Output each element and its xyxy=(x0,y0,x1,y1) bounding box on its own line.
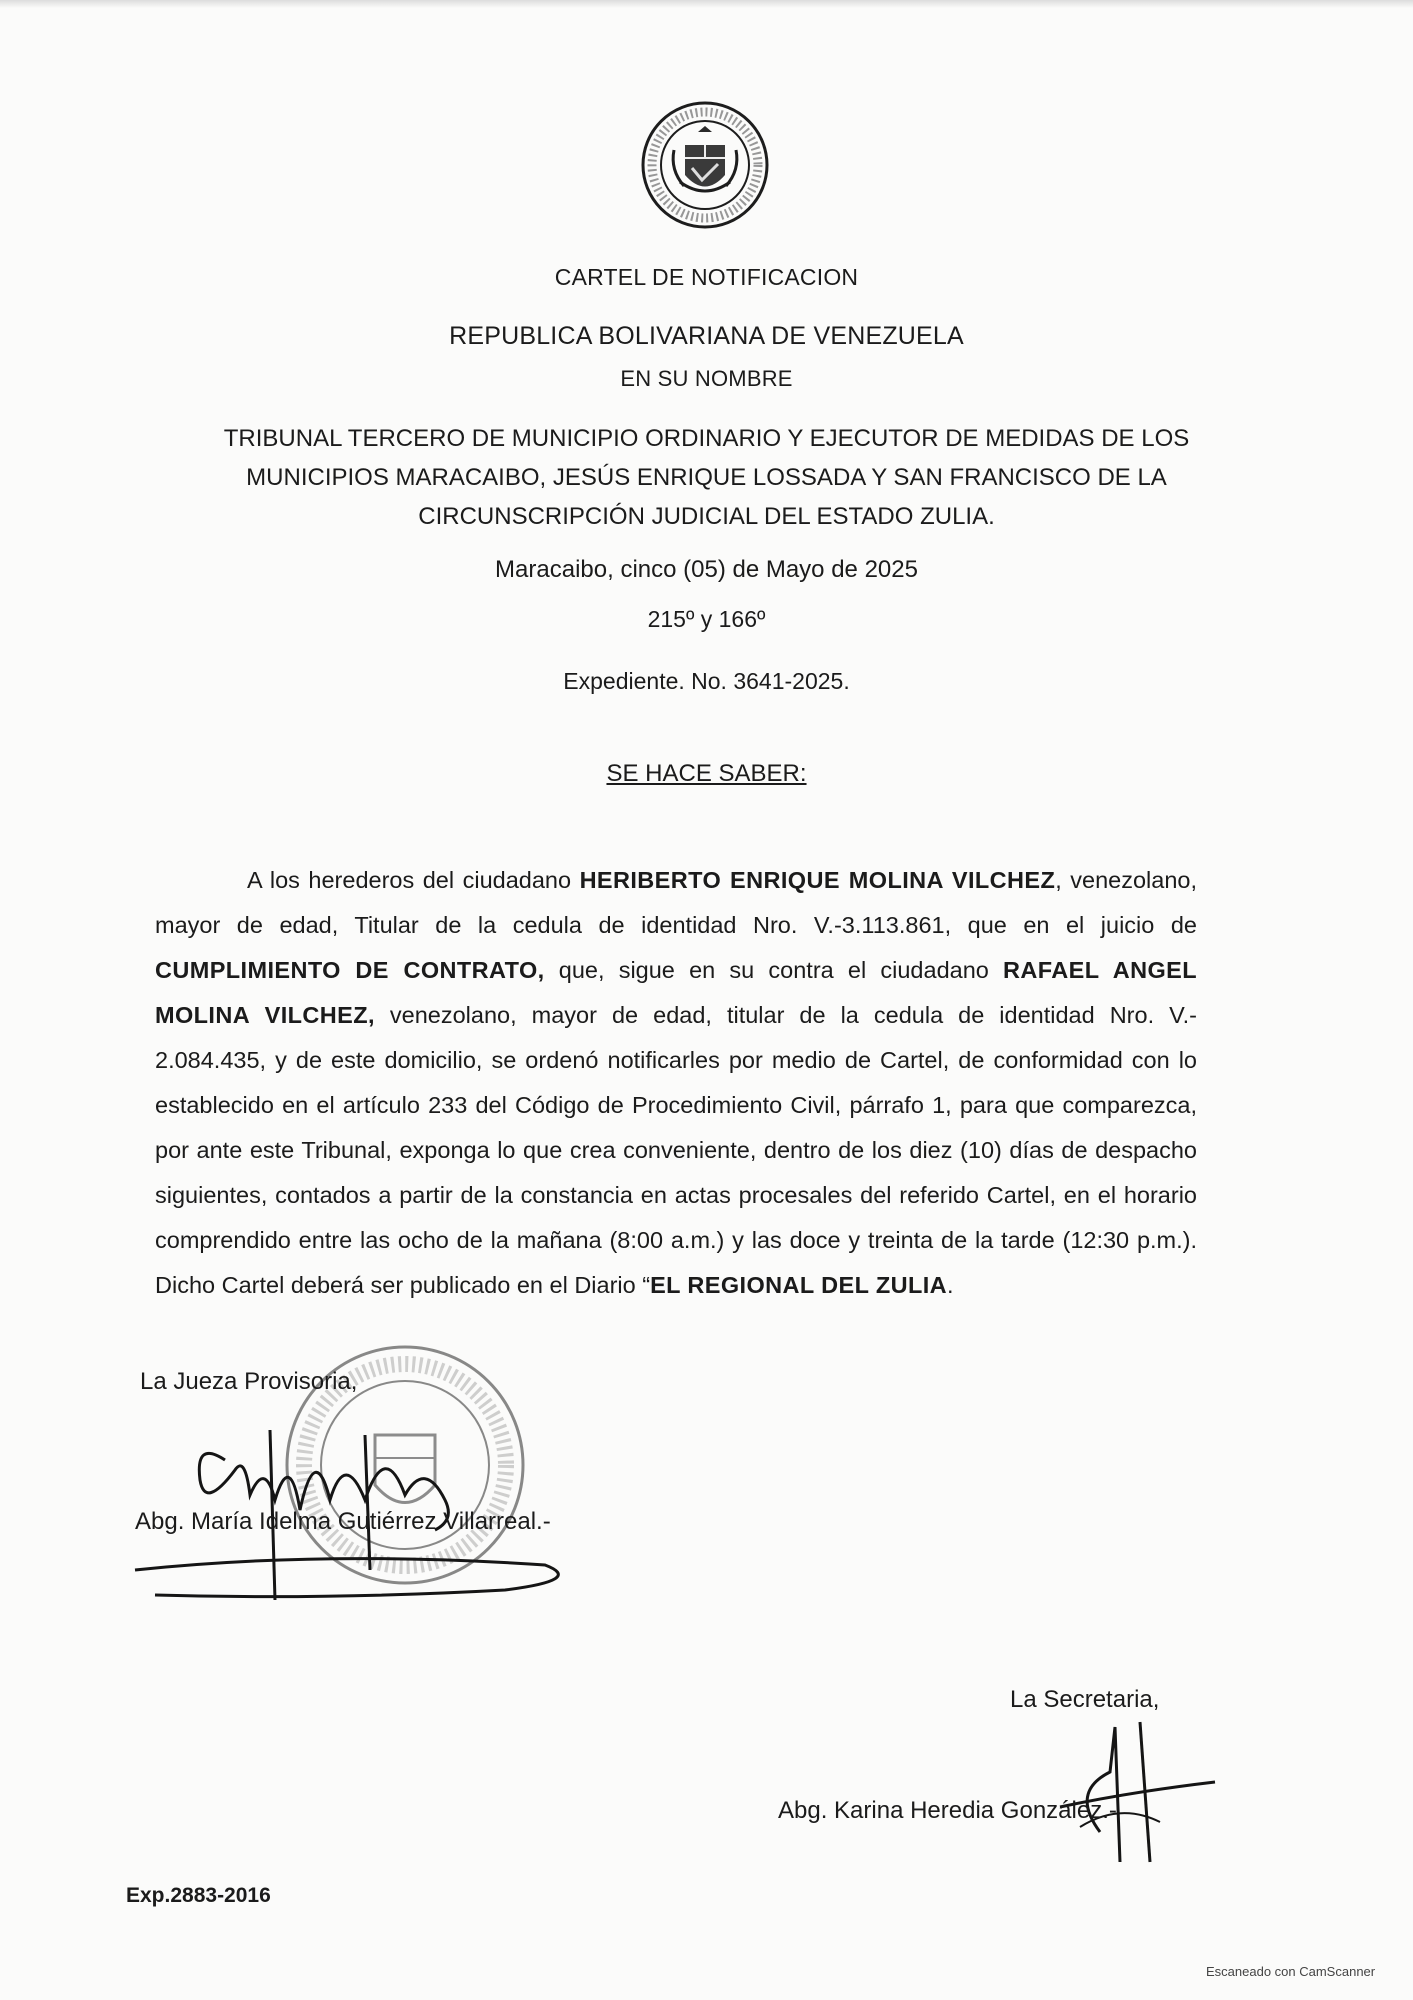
plaintiff-name: RAFAEL ANGEL MOLINA VILCHEZ, xyxy=(155,957,1197,1028)
place-and-date: Maracaibo, cinco (05) de Mayo de 2025 xyxy=(495,556,918,583)
scan-edge xyxy=(0,0,1413,8)
tribunal-line: MUNICIPIOS MARACAIBO, JESÚS ENRIQUE LOSSADA Y SAN FRANCISCO DE LA xyxy=(246,464,1167,491)
judge-name: Abg. María Idelma Gutiérrez Villarreal.- xyxy=(135,1508,551,1535)
tribunal-line: TRIBUNAL TERCERO DE MUNICIPIO ORDINARIO Y EJECUTOR DE MEDIDAS DE LOS xyxy=(223,425,1190,452)
judge-title: La Jueza Provisoria, xyxy=(140,1368,358,1395)
secretary-title: La Secretaria, xyxy=(1010,1686,1160,1713)
notice-heading: SE HACE SABER: xyxy=(606,760,807,787)
coat-of-arms-seal-icon xyxy=(640,100,770,230)
heir-name: HERIBERTO ENRIQUE MOLINA VILCHEZ xyxy=(579,867,1056,893)
years-line: 215º y 166º xyxy=(647,606,766,632)
scanner-watermark: Escaneado con CamScanner xyxy=(1206,1964,1376,1979)
footer-expediente: Exp.2883-2016 xyxy=(126,1884,271,1907)
document-title: CARTEL DE NOTIFICACION xyxy=(554,264,859,290)
notice-text: . xyxy=(947,1272,954,1298)
tribunal-line: CIRCUNSCRIPCIÓN JUDICIAL DEL ESTADO ZULIA. xyxy=(418,503,995,530)
expediente-number: Expediente. No. 3641-2025. xyxy=(563,668,850,694)
newspaper-name: EL REGIONAL DEL ZULIA xyxy=(650,1272,948,1298)
en-su-nombre: EN SU NOMBRE xyxy=(620,366,793,391)
notice-body xyxy=(155,858,1197,1308)
notice-text: A los herederos del ciudadano xyxy=(247,867,580,893)
notice-text: que, sigue en su contra el ciudadano xyxy=(544,957,1004,983)
secretary-signature-icon xyxy=(1040,1712,1220,1872)
notice-text: , venezolano, mayor de edad, Titular de la cedula de identidad Nro. V.-3.113.861, que en el juicio de xyxy=(155,867,1198,938)
secretary-name: Abg. Karina Heredia González.- xyxy=(778,1797,1117,1824)
republic-name: REPUBLICA BOLIVARIANA DE VENEZUELA xyxy=(449,322,964,350)
notice-text: venezolano, mayor de edad, titular de la cedula de identidad Nro. V.- 2.084.435, y de este domicilio, se ordenó notificarles por medio de Cartel, de conformidad con lo establecido en el artículo 233 del Código de Procedimiento Civil, párrafo 1, para que comparezca, por ante este Tribunal, exponga lo que crea conveniente, dentro de los diez (10) días de despacho siguientes, contados a partir de la constancia en actas procesales del referido Cartel, en el horario comprendido entre las ocho de la mañana (8:00 a.m.) y las doce y treinta de la tarde (12:30 p.m.). Dicho Cartel deberá ser publicado en el Diario “ xyxy=(155,1002,1197,1298)
case-type: CUMPLIMIENTO DE CONTRATO, xyxy=(155,957,545,983)
